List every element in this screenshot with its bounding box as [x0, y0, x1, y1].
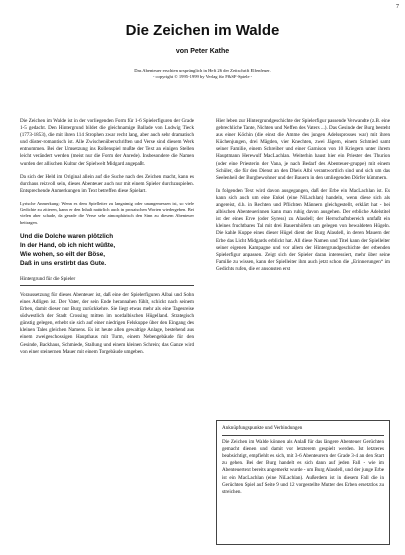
page-title: Die Zeichen im Walde — [125, 22, 280, 39]
publication-note — [60, 68, 345, 80]
connections-box — [216, 420, 390, 545]
note-line-2: - copyright © 1995-1999 by Verlag für F&SF-Spiele - — [152, 74, 253, 79]
intro-paragraph: Die Zeichen im Walde ist in der vorliegenden Form für 1-6 Spielerfiguren der Grade 1-5 gedacht. Den Hintergrund bildet die gleichnamige Ballade von Ludwig Tieck (1773-1853), die mit ihren 114 Strophen zwar recht lang, aber auch sehr dramatisch und düster-romantisch ist. Alle Zwischenüberschriften und Verse sind diesem Werk entnommen. Bei der Umsetzung ins Rollenspiel mußte der Text an einigen Stellen leicht verändert werden (meist nur die Form der Anrede). Insbesondere die Namen wurden der allischen Kultur der Spielwelt Midgard angepaßt. — [20, 118, 194, 167]
background-paragraph: Voraussetzung für dieses Abenteuer ist, daß eine der Spielerfiguren Albai und Sohn eines Adligen ist. Der Vater, der sein Ende herannahen fühlt, schickt nach seinem Erben, damit dieser nur Burg zurückkehre. Sie liegt etwas mehr als eine Tagesreise südwestlich der Stadt Crossing mitten im nordalbischen Hügelland. Strategisch günstig gelegen, erhebt sie sich auf einer niedrigen Felskuppe über den Eingang des kleinen Tales gleichen Namens. Es ist heute allen gewaltige Anlage, bestehend aus einem zweigeschossigen Haupthaus mit Turm, einem Nebengebäude für den Gesinde, Backhaus, Schmiede, Stallung und einem kleinen Schrein; das Ganze wird von einer steinernen Mauer mit einem Torgebäude umgeben. — [20, 291, 194, 355]
right-column — [216, 118, 390, 279]
box-text: Die Zeichen im Walde können als Anlaß für das längere Abenteuer Gerüchten gemacht dienen und damit vor letzterem gespielt werden. Ist letzteres beabsichtigt, empfiehlt es sich, mit 3-6 Abenteurern der Grade 3-4 an den Start zu gehen. Bei der Burg handelt es sich dann auf jeden Fall - wie im Abenteuertext bereits angemerkt wurde - um Burg Alasdell, und der junge Erbe ist ein MacLachlan (eine NiLachlan). Außerdem ist in diesem Fall die in Gerüchten Spiel auf Seite 9 und 12 vorgestellte Mutter des Erben ersetztlos zu streichen. — [222, 439, 385, 495]
verse-line: In der Hand, ob ich nicht wüßte, — [20, 241, 116, 249]
left-column — [20, 118, 194, 362]
section-rule — [20, 285, 194, 286]
author-line: von Peter Kathe — [175, 48, 230, 55]
household-paragraph: Hier leben zur Hintergrundgeschichte der Spielerfigur passende Verwandte (z.B. eine gebrechliche Tante, Nichten und Neffen des Vaters ...). Das Gesinde der Burg besteht aus einer Köchin (die einst die Amme des jungen Adelssprosses war) mit ihren Küchenjungen, drei Mägden, vier Knechten, zwei Jägern, einem Schmied samt seiner Familie, einem Schreiber und einer Garnison von 10 Kriegern unter ihrem Hauptmann Herewulf MacLachlan. Weiterhin haust hier ein Priester des Thuríon (oder eine Priesterin der Vana, je nach Bedarf des Abenteuer-gruppe) mit einem Schüler, die für den Dienst an den Dheis Albi verantwortlich sind und sich um das Seelenheil der Burgbewohner und der Bauern in den umliegenden Dörfer kümmern. — [216, 118, 390, 181]
box-title: Anknüpfungspunkte und Verbindungen — [222, 425, 384, 436]
heir-paragraph: In folgenden Text wird davon ausgegangen, daß der Erbe ein MacLachlan ist. Es kann sich auch um eine Enkel (eine NiLachlan) handeln, wenn diese sich als angereist, d.h. in Rechten und Pflichten Männern gleichgestellt, erklärt hat - bei albischen Abenteuerinnen kann man ruhig davon ausgehen. Der erbliche Adelstitel ist der eines Erve (oder Syress) zu Alasdell; der Herrschaftsbereich umfaßt ein kleines fruchtbares Tal mit drei Bauernhöfern um gelegen von bewaldeten Hügeln. Die kahle Kuppe eines dieser Hügel dient der Burg Alasdell, in deren Mauern der Erbe das Licht Midgards erblickt hat. All diese Namen und Titel kann der Spielleiter seiner eigenen Kampagne und vor allem der Hintergrundgeschichte der erbenden Spielerfigur anpassen. Zeigt sich der Spieler daran interessiert, mehr über seine Familie zu wissen, kann der Spielleiter ihm auch jetzt schon die „Erinnerungen“ im Gedichts rufen, die er ansonsten erst — [216, 187, 390, 272]
verse-line: Daß in uns erstirbt das Gute. — [20, 259, 107, 267]
lyric-note-paragraph: Lyrische Anmerkung: Wenn es dem Spielleiter zu langatmig oder unangemessen ist, so viele Gedichte zu zitieren, kann er den Inhalt natürlich auch in prosaischen Worten wiedergeben. Bei vielen aber schade, da gerade die Verse sehr atmosphärisch den Sinn zu diesem Abenteuer beitragen. — [20, 200, 194, 225]
note-line-1: Das Abenteuer erschien ursprünglich in Heft 26 der Zeitschrift Elfenfeuer. — [134, 68, 271, 73]
page-number: 7 — [396, 4, 399, 10]
verse-quote — [20, 232, 194, 268]
verse-line: Und die Dolche waren plötzlich — [20, 232, 114, 240]
verse-line: Wie wohen, so eilt der Böse, — [20, 250, 105, 258]
solo-play-paragraph: Da sich der Held im Original allein auf die Suche nach des Zeichen macht, kann es durchaus reizvoll sein, dieses Abenteuer auch nur mit einem Spieler durchzuspielen. Entsprechende Anmerkungen im Text betreffen diese Spielart. — [20, 173, 194, 194]
section-heading: Hintergrund für die Spieler — [20, 275, 76, 282]
